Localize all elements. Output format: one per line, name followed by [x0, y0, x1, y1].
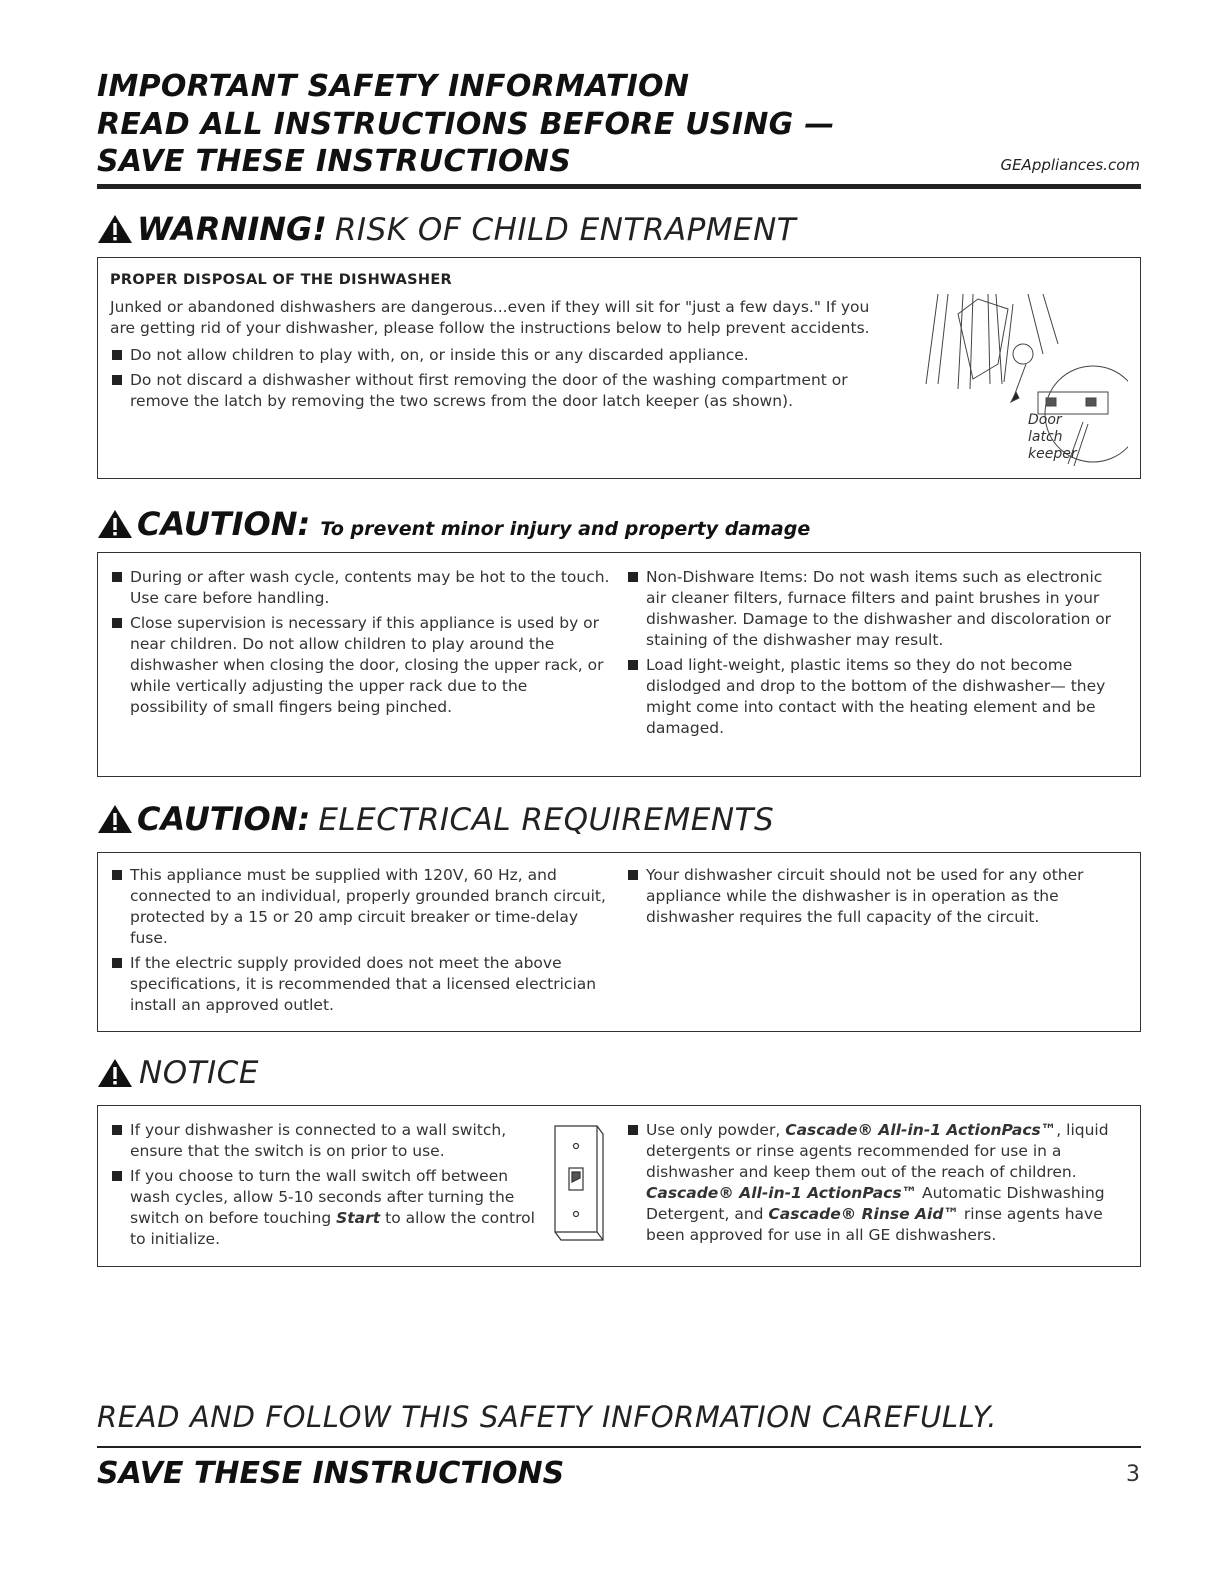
list-item: Close supervision is necessary if this appliance is used by or near children. Do not allow children to play around the dishwasher when closing the door, closing the upper rack, or while vertically adjusting the upper rack due to the possibility of small fingers being pinched. [110, 613, 610, 718]
bullet-icon [112, 870, 122, 880]
door-latch-illustration [918, 294, 1128, 474]
warning-title: RISK OF CHILD ENTRAPMENT [334, 212, 797, 248]
bullet-icon [112, 958, 122, 968]
warning-triangle-icon [97, 1058, 135, 1088]
list-item: If your dishwasher is connected to a wall switch, ensure that the switch is on prior to use. [110, 1120, 540, 1162]
caution-heading-2 [97, 800, 774, 838]
list-item: Your dishwasher circuit should not be used for any other appliance while the dishwasher is in operation as the dishwasher requires the full capacity of the circuit. [626, 865, 1121, 928]
wall-switch-icon [553, 1124, 605, 1242]
list-item: Non-Dishware Items: Do not wash items such as electronic air cleaner filters, furnace filters and paint brushes in your dishwasher. Damage to the dishwasher and discoloration or staining of the dishwasher may result. [626, 567, 1121, 651]
list-item: If you choose to turn the wall switch off between wash cycles, allow 5-10 seconds after turning the switch on before touching Start to allow the control to initialize. [110, 1166, 540, 1250]
bullet-icon [112, 572, 122, 582]
footer-save: SAVE THESE INSTRUCTIONS [97, 1456, 565, 1491]
caution-box-1 [97, 552, 1141, 777]
caution-subtitle: To prevent minor injury and property damage [320, 518, 811, 540]
bullet-icon [628, 870, 638, 880]
bullet-icon [112, 1171, 122, 1181]
image-label-door: Door [1028, 412, 1062, 428]
warning-intro: Junked or abandoned dishwashers are dangerous...even if they will sit for "just a few days." If you are getting rid of your dishwasher, please follow the instructions below to help prevent accidents. [110, 298, 870, 337]
warning-triangle-icon [97, 804, 135, 834]
bullet-icon [628, 572, 638, 582]
caution-title: ELECTRICAL REQUIREMENTS [318, 802, 775, 838]
header-line-1: IMPORTANT SAFETY INFORMATION [97, 69, 690, 104]
warning-heading [97, 210, 796, 248]
notice-title: NOTICE [139, 1055, 259, 1091]
notice-heading [97, 1055, 259, 1091]
list-item: Use only powder, Cascade® All-in-1 ActionPacs™, liquid detergents or rinse agents recommended for use in a dishwasher and keep them out of the reach of children. Cascade® All-in-1 ActionPacs™ Automatic Dishwashing Detergent, and Cascade® Rinse Aid™ rinse agents have been approved for use in all GE dishwashers. [626, 1120, 1121, 1246]
image-label-latch: latch [1028, 429, 1063, 445]
header-line-2: READ ALL INSTRUCTIONS BEFORE USING — [97, 107, 835, 142]
header-rule [97, 184, 1141, 189]
list-item: Do not discard a dishwasher without first removing the door of the washing compartment or remove the latch by removing the two screws from the door latch keeper (as shown). [110, 370, 890, 412]
bullet-icon [112, 375, 122, 385]
site-url: GEAppliances.com [1000, 156, 1140, 174]
bullet-icon [628, 1125, 638, 1135]
list-item: If the electric supply provided does not meet the above specifications, it is recommended that a licensed electrician install an approved outlet. [110, 953, 610, 1016]
caution-heading-1 [97, 505, 810, 543]
bullet-icon [628, 660, 638, 670]
caution-label: CAUTION: [137, 505, 311, 543]
page-number: 3 [1126, 1462, 1140, 1487]
warning-triangle-icon [97, 509, 135, 539]
image-label-keeper: keeper [1028, 446, 1077, 462]
bullet-icon [112, 618, 122, 628]
bullet-icon [112, 350, 122, 360]
warning-box-title: PROPER DISPOSAL OF THE DISHWASHER [110, 272, 453, 288]
list-item: Do not allow children to play with, on, or inside this or any discarded appliance. [110, 345, 890, 366]
list-item: This appliance must be supplied with 120V, 60 Hz, and connected to an individual, properly grounded branch circuit, protected by a 15 or 20 amp circuit breaker or time-delay fuse. [110, 865, 610, 949]
warning-label: WARNING! [137, 210, 327, 248]
footer-rule [97, 1446, 1141, 1448]
list-item: Load light-weight, plastic items so they do not become dislodged and drop to the bottom of the dishwasher— they might come into contact with the heating element and be damaged. [626, 655, 1121, 739]
footer-read-follow: READ AND FOLLOW THIS SAFETY INFORMATION CAREFULLY. [97, 1400, 998, 1434]
warning-box [97, 257, 1141, 479]
list-item: During or after wash cycle, contents may be hot to the touch. Use care before handling. [110, 567, 610, 609]
header-line-3: SAVE THESE INSTRUCTIONS [97, 144, 572, 179]
notice-box [97, 1105, 1141, 1267]
caution-box-2 [97, 852, 1141, 1032]
warning-triangle-icon [97, 214, 135, 244]
caution-label: CAUTION: [137, 800, 311, 838]
bullet-icon [112, 1125, 122, 1135]
